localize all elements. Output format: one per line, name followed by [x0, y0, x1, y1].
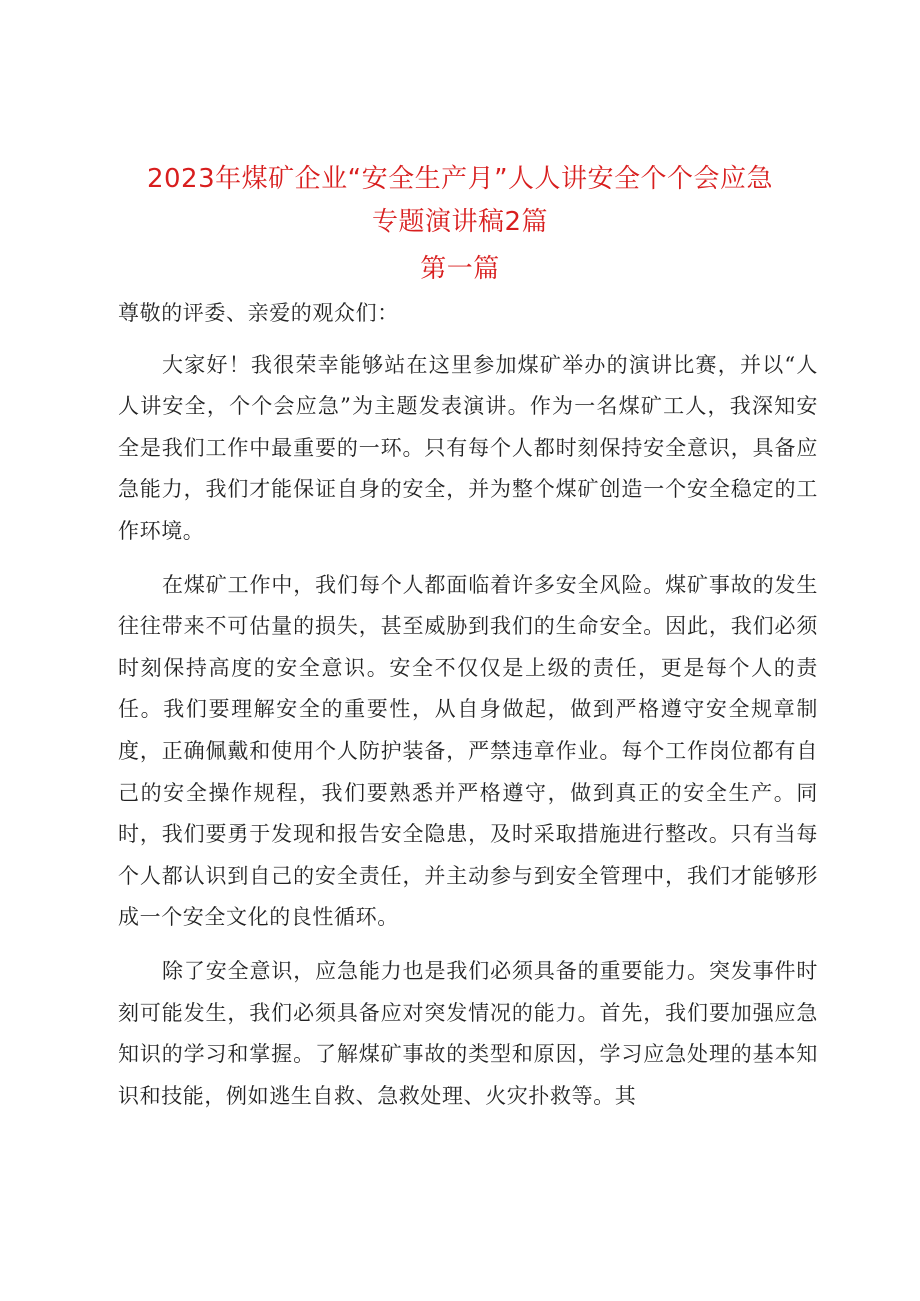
paragraph-3: 除了安全意识，应急能力也是我们必须具备的重要能力。突发事件时刻可能发生，我们必须具备应对突发情况的能力。首先，我们要加强应急知识的学习和掌握。了解煤矿事故的类型和原因，学习应急处理的基本知识和技能，例如逃生自救、急救处理、火灾扑救等。其: [118, 958, 818, 1108]
paragraph-2: 在煤矿工作中，我们每个人都面临着许多安全风险。煤矿事故的发生往往带来不可估量的损失，甚至威胁到我们的生命安全。因此，我们必须时刻保持高度的安全意识。安全不仅仅是上级的责任，更是每个人的责任。我们要理解安全的重要性，从自身做起，做到严格遵守安全规章制度，正确佩戴和使用个人防护装备，严禁违章作业。每个工作岗位都有自己的安全操作规程，我们要熟悉并严格遵守，做到真正的安全生产。同时，我们要勇于发现和报告安全隐患，及时采取措施进行整改。只有当每个人都认识到自己的安全责任，并主动参与到安全管理中，我们才能够形成一个安全文化的良性循环。: [118, 572, 818, 930]
salutation: 尊敬的评委、亲爱的观众们：: [118, 301, 399, 325]
document-body: [118, 293, 818, 1117]
section-heading: 第一篇: [420, 254, 500, 284]
document-title-line2: 专题演讲稿2篇: [371, 207, 549, 237]
document-title-line1: 2023年煤矿企业“安全生产月”人人讲安全个个会应急: [146, 164, 774, 194]
paragraph-1: 大家好！我很荣幸能够站在这里参加煤矿举办的演讲比赛，并以“人人讲安全，个个会应急”为主题发表演讲。作为一名煤矿工人，我深知安全是我们工作中最重要的一环。只有每个人都时刻保持安全意识，具备应急能力，我们才能保证自身的安全，并为整个煤矿创造一个安全稳定的工作环境。: [118, 352, 818, 543]
